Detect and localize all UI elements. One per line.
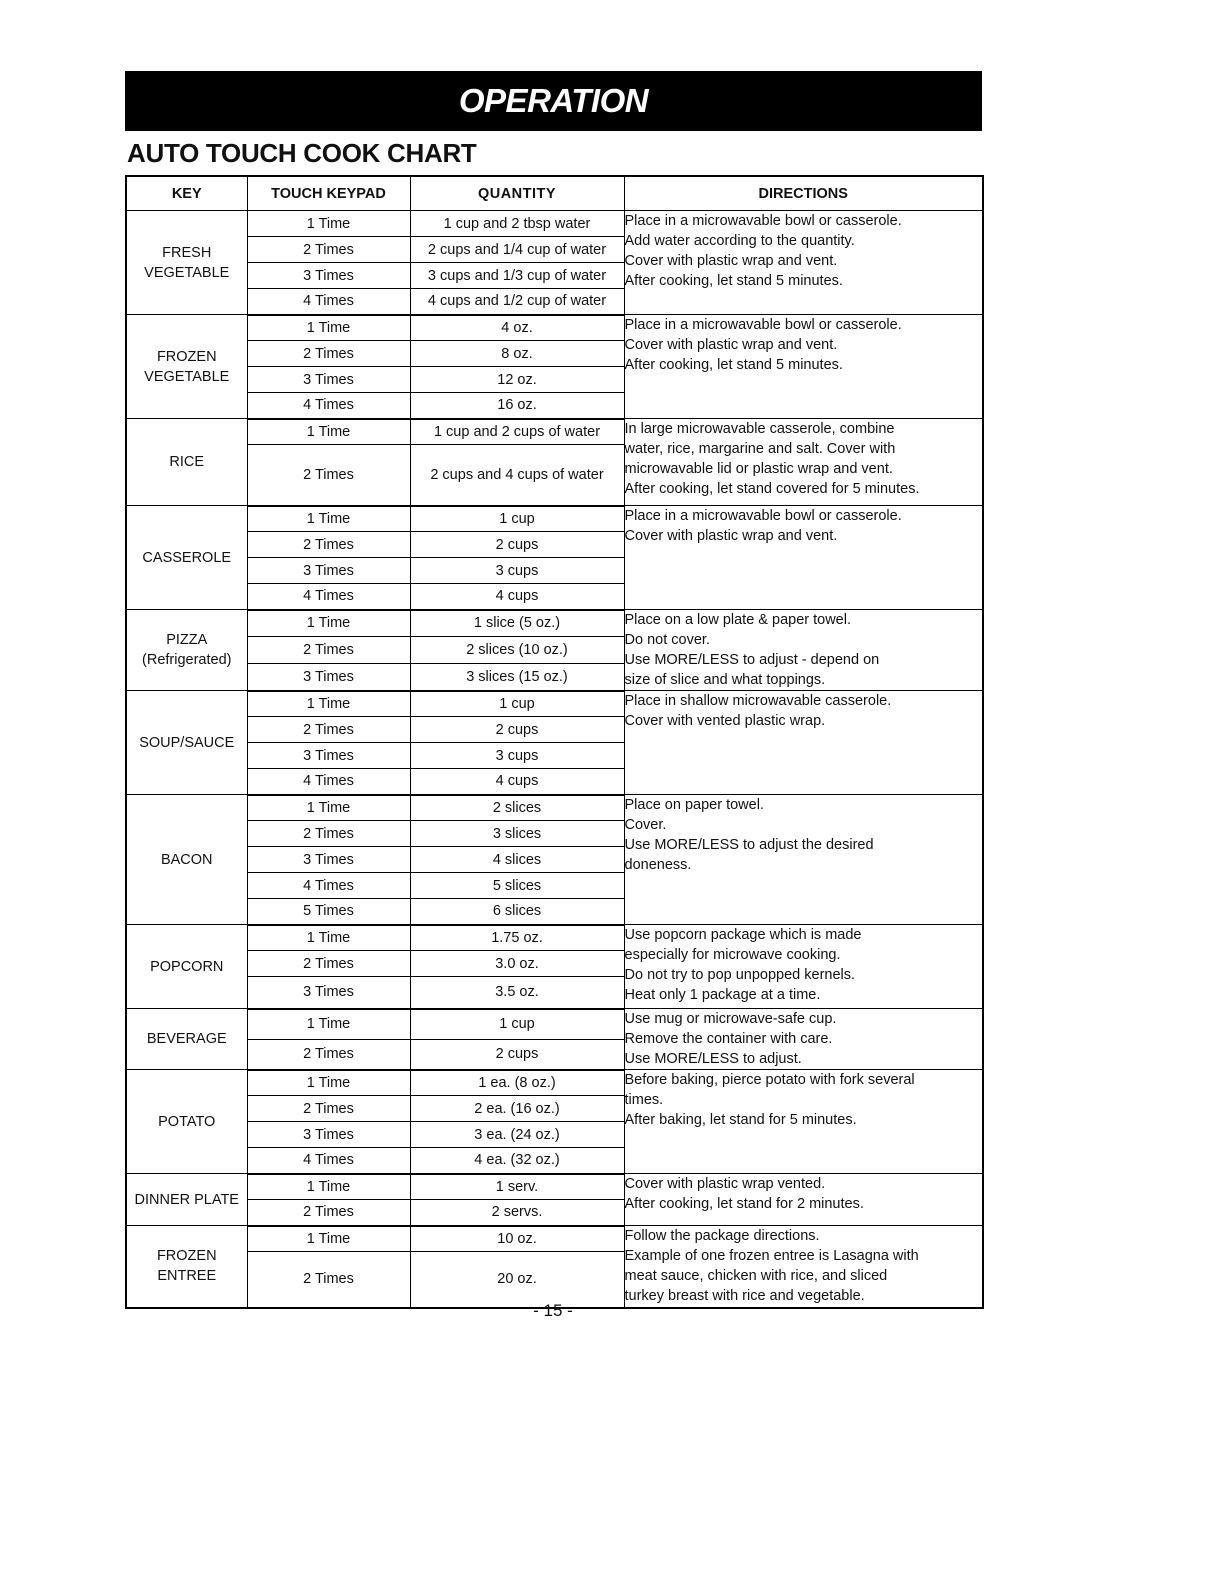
direction-line: Cover with plastic wrap and vent. xyxy=(624,337,838,353)
key-label: VEGETABLE xyxy=(144,368,230,385)
touch-count-cell: 3 Times xyxy=(247,1122,410,1148)
table-row xyxy=(126,211,983,237)
touch-count-cell: 1 Time xyxy=(247,1174,410,1200)
quantity-cell: 4 cups and 1/2 cup of water xyxy=(410,289,624,315)
key-cell xyxy=(126,506,247,610)
page-number: - 15 - xyxy=(533,1301,573,1320)
direction-line: Place in a microwavable bowl or casserole. xyxy=(624,317,902,333)
quantity-cell: 20 oz. xyxy=(410,1252,624,1308)
touch-count-cell: 2 Times xyxy=(247,237,410,263)
table-row xyxy=(126,419,983,445)
chart-title: AUTO TOUCH COOK CHART xyxy=(127,138,477,168)
directions-cell xyxy=(624,1009,983,1070)
table-row xyxy=(126,315,983,341)
quantity-cell: 4 cups xyxy=(410,584,624,610)
direction-line: size of slice and what toppings. xyxy=(624,672,826,688)
touch-count-cell: 3 Times xyxy=(247,367,410,393)
table-row xyxy=(126,795,983,821)
quantity-cell: 2 slices xyxy=(410,795,624,821)
table-row xyxy=(126,1009,983,1040)
key-label: VEGETABLE xyxy=(144,264,230,281)
touch-count-cell: 2 Times xyxy=(247,532,410,558)
key-cell xyxy=(126,795,247,925)
quantity-cell: 4 oz. xyxy=(410,315,624,341)
table-row xyxy=(126,1174,983,1200)
quantity-cell: 16 oz. xyxy=(410,393,624,419)
directions-cell xyxy=(624,1174,983,1226)
key-label: BACON xyxy=(160,851,213,868)
touch-count-cell: 4 Times xyxy=(247,769,410,795)
touch-count-cell: 1 Time xyxy=(247,795,410,821)
direction-line: Add water according to the quantity. xyxy=(624,233,855,249)
key-cell xyxy=(126,1009,247,1070)
quantity-cell: 1 cup xyxy=(410,506,624,532)
direction-line: After cooking, let stand for 2 minutes. xyxy=(624,1196,864,1212)
key-label: ENTREE xyxy=(157,1268,217,1285)
touch-count-cell: 1 Time xyxy=(247,419,410,445)
direction-line: especially for microwave cooking. xyxy=(624,947,841,963)
quantity-cell: 1.75 oz. xyxy=(410,925,624,951)
banner-title: OPERATION xyxy=(458,82,649,119)
direction-line: Example of one frozen entree is Lasagna with xyxy=(624,1248,919,1264)
directions-cell xyxy=(624,795,983,925)
quantity-cell: 2 ea. (16 oz.) xyxy=(410,1096,624,1122)
direction-line: water, rice, margarine and salt. Cover with xyxy=(624,441,896,457)
direction-line: microwavable lid or plastic wrap and vent. xyxy=(624,461,893,477)
direction-line: Use mug or microwave-safe cup. xyxy=(624,1011,837,1027)
direction-line: After cooking, let stand covered for 5 minutes. xyxy=(624,481,920,497)
touch-count-cell: 4 Times xyxy=(247,289,410,315)
direction-line: Use MORE/LESS to adjust. xyxy=(624,1051,802,1067)
direction-line: Follow the package directions. xyxy=(624,1228,820,1244)
header-key: KEY xyxy=(126,176,247,211)
direction-line: Remove the container with care. xyxy=(624,1031,833,1047)
directions-cell xyxy=(624,419,983,506)
quantity-cell: 2 slices (10 oz.) xyxy=(410,637,624,664)
key-label: CASSEROLE xyxy=(142,549,232,566)
key-cell xyxy=(126,211,247,315)
direction-line: times. xyxy=(624,1092,664,1108)
touch-count-cell: 2 Times xyxy=(247,821,410,847)
key-label: (Refrigerated) xyxy=(142,652,232,668)
touch-count-cell: 3 Times xyxy=(247,263,410,289)
table-row xyxy=(126,1070,983,1096)
header-directions: DIRECTIONS xyxy=(624,176,983,211)
touch-count-cell: 1 Time xyxy=(247,610,410,637)
directions-cell xyxy=(624,315,983,419)
touch-count-cell: 4 Times xyxy=(247,873,410,899)
touch-count-cell: 3 Times xyxy=(247,977,410,1009)
directions-cell xyxy=(624,211,983,315)
table-row xyxy=(126,506,983,532)
direction-line: Place on a low plate & paper towel. xyxy=(624,612,851,628)
touch-count-cell: 4 Times xyxy=(247,584,410,610)
direction-line: Place on paper towel. xyxy=(624,797,764,813)
quantity-cell: 3.0 oz. xyxy=(410,951,624,977)
header-quantity: QUANTITY xyxy=(410,176,624,211)
direction-line: Place in a microwavable bowl or casserole. xyxy=(624,508,902,524)
touch-count-cell: 3 Times xyxy=(247,664,410,691)
header-touch-keypad: TOUCH KEYPAD xyxy=(247,176,410,211)
quantity-cell: 3 cups xyxy=(410,558,624,584)
key-label: PIZZA xyxy=(166,632,208,648)
quantity-cell: 4 ea. (32 oz.) xyxy=(410,1148,624,1174)
key-label: BEVERAGE xyxy=(146,1031,227,1047)
key-cell xyxy=(126,1226,247,1308)
table-row xyxy=(126,1226,983,1252)
quantity-cell: 1 slice (5 oz.) xyxy=(410,610,624,637)
key-label: FROZEN xyxy=(156,1248,217,1265)
direction-line: Use MORE/LESS to adjust - depend on xyxy=(624,652,880,668)
quantity-cell: 5 slices xyxy=(410,873,624,899)
quantity-cell: 1 ea. (8 oz.) xyxy=(410,1070,624,1096)
directions-cell xyxy=(624,610,983,691)
touch-count-cell: 1 Time xyxy=(247,1070,410,1096)
touch-count-cell: 5 Times xyxy=(247,899,410,925)
touch-count-cell: 1 Time xyxy=(247,1226,410,1252)
direction-line: doneness. xyxy=(624,857,692,873)
table-row xyxy=(126,925,983,951)
quantity-cell: 3 slices xyxy=(410,821,624,847)
quantity-cell: 2 cups xyxy=(410,717,624,743)
directions-cell xyxy=(624,506,983,610)
key-label: POTATO xyxy=(158,1113,216,1130)
direction-line: After cooking, let stand 5 minutes. xyxy=(624,357,843,373)
key-cell xyxy=(126,925,247,1009)
touch-count-cell: 3 Times xyxy=(247,558,410,584)
quantity-cell: 1 cup and 2 tbsp water xyxy=(410,211,624,237)
touch-count-cell: 2 Times xyxy=(247,1252,410,1308)
direction-line: Before baking, pierce potato with fork several xyxy=(624,1072,915,1088)
direction-line: Cover with vented plastic wrap. xyxy=(624,713,826,729)
touch-count-cell: 2 Times xyxy=(247,1200,410,1226)
touch-count-cell: 2 Times xyxy=(247,1096,410,1122)
quantity-cell: 1 cup xyxy=(410,1009,624,1040)
direction-line: Place in shallow microwavable casserole. xyxy=(624,693,892,709)
quantity-cell: 2 cups xyxy=(410,1039,624,1070)
touch-count-cell: 3 Times xyxy=(247,847,410,873)
touch-count-cell: 4 Times xyxy=(247,1148,410,1174)
key-cell xyxy=(126,610,247,691)
quantity-cell: 12 oz. xyxy=(410,367,624,393)
touch-count-cell: 3 Times xyxy=(247,743,410,769)
touch-count-cell: 2 Times xyxy=(247,445,410,506)
direction-line: turkey breast with rice and vegetable. xyxy=(624,1288,865,1304)
direction-line: Place in a microwavable bowl or casserole. xyxy=(624,213,902,229)
direction-line: meat sauce, chicken with rice, and sliced xyxy=(624,1268,888,1284)
touch-count-cell: 2 Times xyxy=(247,341,410,367)
direction-line: Use MORE/LESS to adjust the desired xyxy=(624,837,874,853)
key-cell xyxy=(126,691,247,795)
direction-line: Cover with plastic wrap and vent. xyxy=(624,528,838,544)
section-banner xyxy=(125,71,982,131)
table-row xyxy=(126,610,983,637)
touch-count-cell: 1 Time xyxy=(247,1009,410,1040)
quantity-cell: 8 oz. xyxy=(410,341,624,367)
key-cell xyxy=(126,1070,247,1174)
quantity-cell: 3 slices (15 oz.) xyxy=(410,664,624,691)
key-label: DINNER PLATE xyxy=(134,1191,239,1208)
key-label: FRESH xyxy=(162,244,212,261)
key-label: RICE xyxy=(169,454,205,470)
direction-line: Cover with plastic wrap and vent. xyxy=(624,253,838,269)
quantity-cell: 2 cups and 4 cups of water xyxy=(410,445,624,506)
touch-count-cell: 1 Time xyxy=(247,315,410,341)
quantity-cell: 3 cups and 1/3 cup of water xyxy=(410,263,624,289)
directions-cell xyxy=(624,1226,983,1308)
touch-count-cell: 2 Times xyxy=(247,951,410,977)
key-cell xyxy=(126,315,247,419)
touch-count-cell: 1 Time xyxy=(247,925,410,951)
quantity-cell: 3.5 oz. xyxy=(410,977,624,1009)
table-row xyxy=(126,691,983,717)
key-cell xyxy=(126,419,247,506)
quantity-cell: 1 serv. xyxy=(410,1174,624,1200)
quantity-cell: 3 cups xyxy=(410,743,624,769)
direction-line: In large microwavable casserole, combine xyxy=(624,421,895,437)
quantity-cell: 2 servs. xyxy=(410,1200,624,1226)
direction-line: After baking, let stand for 5 minutes. xyxy=(624,1112,857,1128)
quantity-cell: 1 cup and 2 cups of water xyxy=(410,419,624,445)
touch-count-cell: 1 Time xyxy=(247,211,410,237)
directions-cell xyxy=(624,925,983,1009)
direction-line: Do not cover. xyxy=(624,632,710,648)
direction-line: Use popcorn package which is made xyxy=(624,927,862,943)
touch-count-cell: 1 Time xyxy=(247,506,410,532)
direction-line: Do not try to pop unpopped kernels. xyxy=(624,967,856,983)
direction-line: Heat only 1 package at a time. xyxy=(624,987,821,1003)
quantity-cell: 4 cups xyxy=(410,769,624,795)
key-label: FROZEN xyxy=(156,348,217,365)
quantity-cell: 1 cup xyxy=(410,691,624,717)
touch-count-cell: 1 Time xyxy=(247,691,410,717)
quantity-cell: 2 cups xyxy=(410,532,624,558)
touch-count-cell: 2 Times xyxy=(247,637,410,664)
quantity-cell: 10 oz. xyxy=(410,1226,624,1252)
auto-touch-cook-table xyxy=(125,175,984,1309)
directions-cell xyxy=(624,691,983,795)
direction-line: After cooking, let stand 5 minutes. xyxy=(624,273,843,289)
key-label: POPCORN xyxy=(150,958,224,975)
direction-line: Cover. xyxy=(624,817,667,833)
quantity-cell: 4 slices xyxy=(410,847,624,873)
key-cell xyxy=(126,1174,247,1226)
touch-count-cell: 2 Times xyxy=(247,1039,410,1070)
directions-cell xyxy=(624,1070,983,1174)
table-body xyxy=(126,211,983,1308)
key-label: SOUP/SAUCE xyxy=(139,734,235,751)
quantity-cell: 3 ea. (24 oz.) xyxy=(410,1122,624,1148)
touch-count-cell: 2 Times xyxy=(247,717,410,743)
quantity-cell: 2 cups and 1/4 cup of water xyxy=(410,237,624,263)
direction-line: Cover with plastic wrap vented. xyxy=(624,1176,826,1192)
quantity-cell: 6 slices xyxy=(410,899,624,925)
touch-count-cell: 4 Times xyxy=(247,393,410,419)
